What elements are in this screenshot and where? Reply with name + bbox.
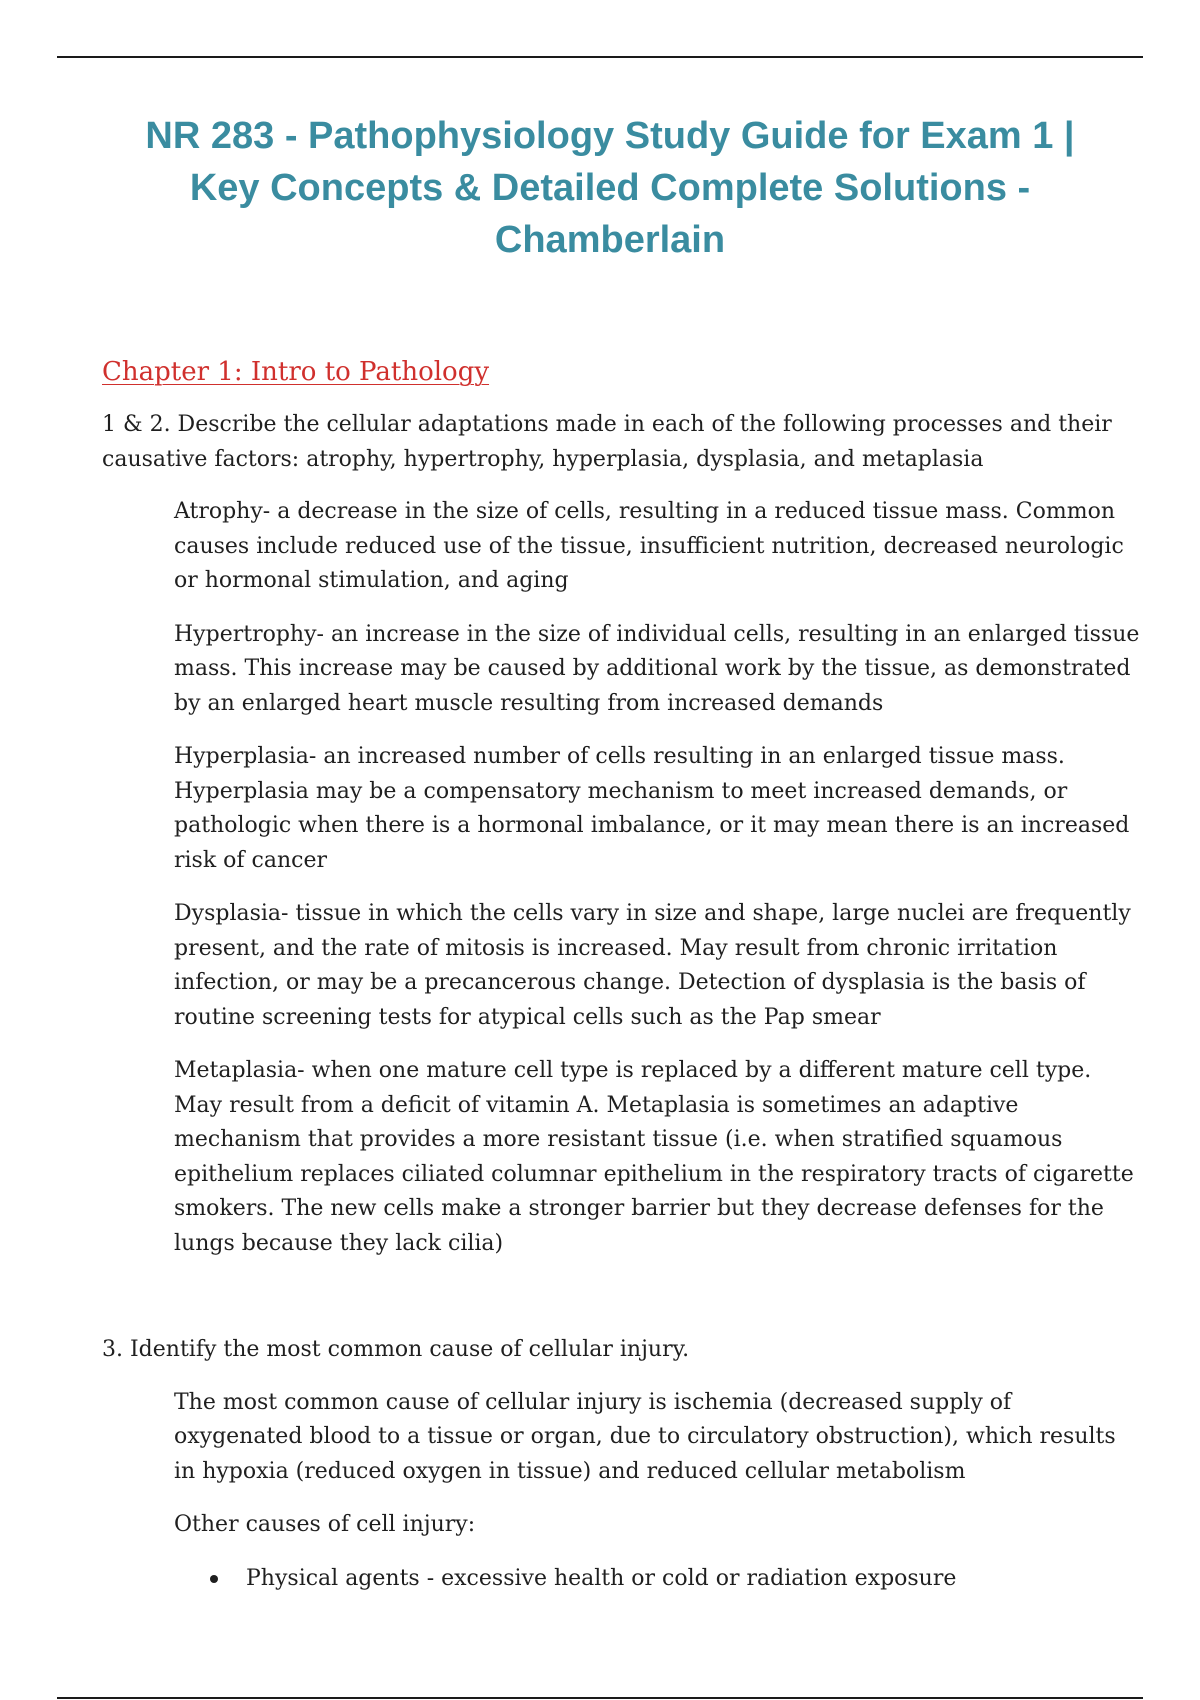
chapter-heading: Chapter 1: Intro to Pathology — [102, 357, 490, 387]
other-causes-label: Other causes of cell injury: — [174, 1512, 476, 1537]
other-causes-list — [174, 1562, 1142, 1597]
answer-dysplasia: Dysplasia- tissue in which the cells vary in size and shape, large nuclei are frequently present, and the rate of mitosis is increased. May result from chronic irritation infection, or may be a precancerous change. Detection of dysplasia is the basis of routine screening tests for atypical cells such as the Pap smear — [174, 901, 1131, 1030]
bullet-icon — [210, 1575, 218, 1583]
list-item-text: Physical agents - excessive health or cold or radiation exposure — [246, 1565, 957, 1591]
bottom-rule — [57, 1697, 1143, 1699]
section-spacer — [102, 1261, 1142, 1333]
answer-hyperplasia: Hyperplasia- an increased number of cells resulting in an enlarged tissue mass. Hyperplasia may be a compensatory mechanism to meet increased demands, or pathologic when there is a hormonal imbalance, or it may mean there is an increased risk of cancer — [174, 744, 1130, 873]
answer-atrophy: Atrophy- a decrease in the size of cells, resulting in a reduced tissue mass. Common causes include reduced use of the tissue, insufficient nutrition, decreased neurologic or hormonal stimulation, and aging — [174, 499, 1124, 593]
question-3: 3. Identify the most common cause of cellular injury. — [102, 1337, 690, 1362]
document-body — [102, 352, 1142, 1596]
top-rule — [57, 56, 1143, 58]
title-line: Chamberlain — [494, 219, 726, 261]
document-title — [80, 110, 1140, 266]
answer-hypertrophy: Hypertrophy- an increase in the size of individual cells, resulting in an enlarged tissue mass. This increase may be caused by additional work by the tissue, as demonstrated by an enlarged heart muscle resulting from increased demands — [174, 621, 1140, 716]
list-item — [174, 1562, 1142, 1597]
answer-ischemia: The most common cause of cellular injury is ischemia (decreased supply of oxygenated blood to a tissue or organ, due to circulatory obstruction), which results in hypoxia (reduced oxygen in tissue) and reduced cellular metabolism — [174, 1389, 1116, 1484]
title-line: NR 283 - Pathophysiology Study Guide for Exam 1 | — [145, 115, 1075, 157]
title-line: Key Concepts & Detailed Complete Solutions - — [189, 167, 1031, 209]
answer-metaplasia: Metaplasia- when one mature cell type is replaced by a different mature cell type. May result from a deficit of vitamin A. Metaplasia is sometimes an adaptive mechanism that provides a more resistant tissue (i.e. when stratified squamous epithelium replaces ciliated columnar epithelium in the respiratory tracts of cigarette smokers. The new cells make a stronger barrier but they decrease defenses for the lungs because they lack cilia) — [174, 1058, 1134, 1256]
question-1-2: 1 & 2. Describe the cellular adaptations made in each of the following processes and their causative factors: atrophy, hypertrophy, hyperplasia, dysplasia, and metaplasia — [102, 412, 1112, 472]
